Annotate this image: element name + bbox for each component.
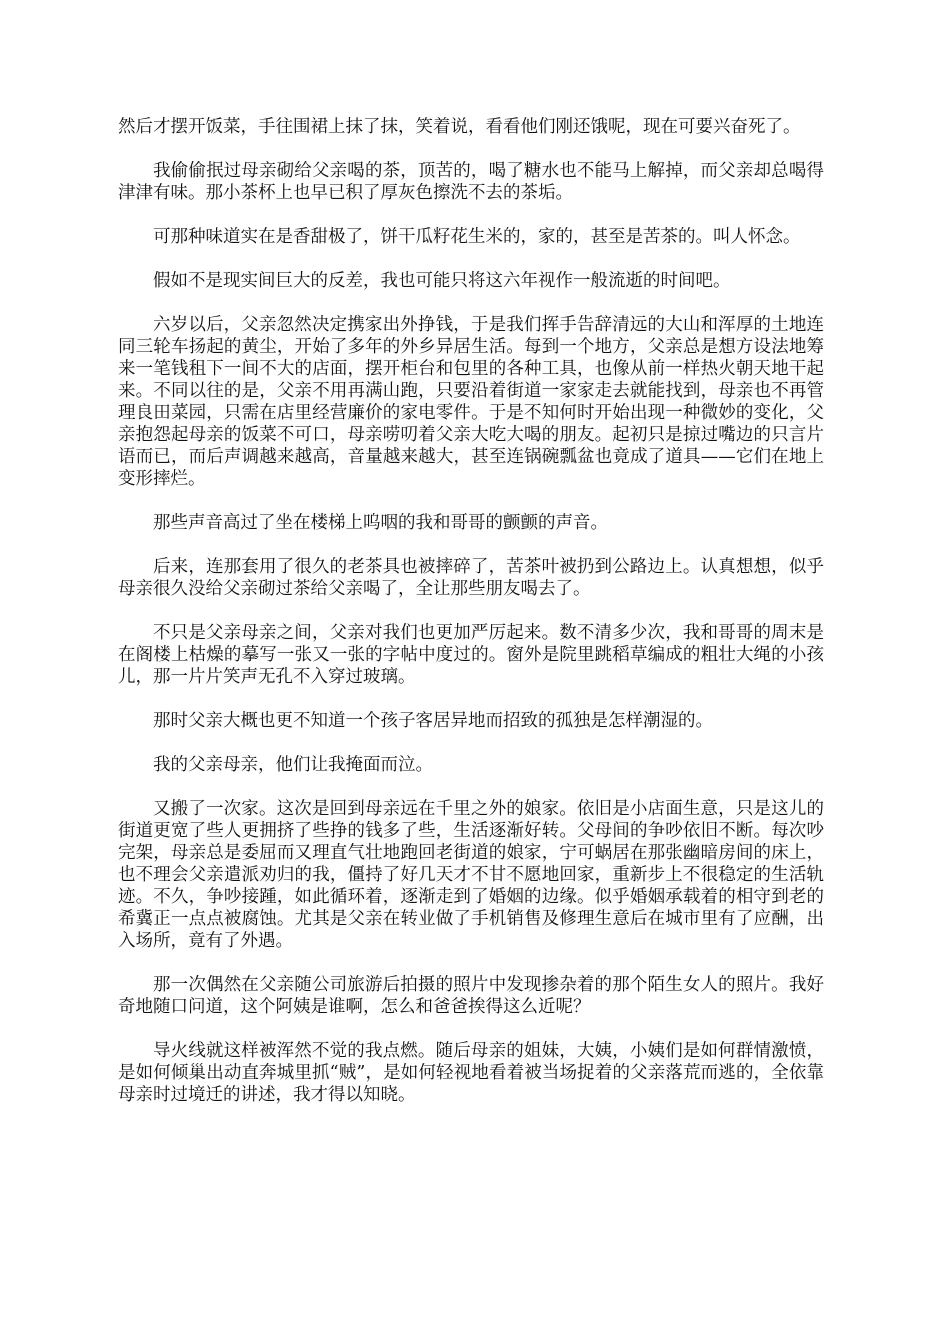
document-body [118,116,824,1128]
paragraph: 可那种味道实在是香甜极了，饼干瓜籽花生米的，家的，甚至是苦茶的。叫人怀念。 [153,227,801,247]
paragraph: 那时父亲大概也更不知道一个孩子客居异地而招致的孤独是怎样潮湿的。 [153,711,713,731]
paragraph: 导火线就这样被浑然不觉的我点燃。随后母亲的姐妹，大姨，小姨们是如何群情激愤，是如何倾巢出动直奔城里抓“贼”，是如何轻视地看着被当场捉着的父亲落荒而逃的，全依靠母亲时过境迁的讲述，我才得以知晓。 [118,1041,824,1105]
paragraph: 假如不是现实间巨大的反差，我也可能只将这六年视作一般流逝的时间吧。 [153,271,731,291]
paragraph: 不只是父亲母亲之间，父亲对我们也更加严厉起来。数不清多少次，我和哥哥的周末是在阁楼上枯燥的摹写一张又一张的字帖中度过的。窗外是院里跳稻草编成的粗壮大绳的小孩儿，那一片片笑声无孔不入穿过玻璃。 [118,623,824,687]
paragraph: 我偷偷抿过母亲砌给父亲喝的茶，顶苦的，喝了糖水也不能马上解掉，而父亲却总喝得津津有味。那小茶杯上也早已积了厚灰色擦洗不去的茶垢。 [118,161,824,203]
paragraph: 又搬了一次家。这次是回到母亲远在千里之外的娘家。依旧是小店面生意，只是这儿的街道更宽了些人更拥挤了些挣的钱多了些，生活逐渐好转。父母间的争吵依旧不断。每次吵完架，母亲总是委屈而又理直气壮地跑回老街道的娘家，宁可蜗居在那张幽暗房间的床上，也不理会父亲遣派劝归的我，僵持了好几天才不甘不愿地回家，重新步上不很稳定的生活轨迹。不久，争吵接踵，如此循环着，逐渐走到了婚姻的边缘。似乎婚姻承载着的相守到老的希冀正一点点被腐蚀。尤其是父亲在转业做了手机销售及修理生意后在城市里有了应酬，出入场所，竟有了外遇。 [118,799,824,951]
paragraph: 我的父亲母亲，他们让我掩面而泣。 [153,755,433,775]
paragraph: 六岁以后，父亲忽然决定携家出外挣钱，于是我们挥手告辞清远的大山和浑厚的土地连同三轮车扬起的黄尘，开始了多年的外乡异居生活。每到一个地方，父亲总是想方设法地筹来一笔钱租下一间不大的店面，摆开柜台和包里的各种工具，也像从前一样热火朝天地干起来。不同以往的是，父亲不用再满山跑，只要沿着街道一家家走去就能找到，母亲也不再管理良田菜园，只需在店里经营廉价的家电零件。于是不知何时开始出现一种微妙的变化，父亲抱怨起母亲的饭菜不可口，母亲唠叨着父亲大吃大喝的朋友。起初只是掠过嘴边的只言片语而已，而后声调越来越高，音量越来越大，甚至连锅碗瓢盆也竟成了道具——它们在地上变形摔烂。 [118,315,824,489]
paragraph: 后来，连那套用了很久的老茶具也被摔碎了，苦茶叶被扔到公路边上。认真想想，似乎母亲很久没给父亲砌过茶给父亲喝了，全让那些朋友喝去了。 [118,557,824,599]
paragraph: 然后才摆开饭菜，手往围裙上抹了抹，笑着说，看看他们刚还饿呢，现在可要兴奋死了。 [118,117,801,137]
paragraph: 那些声音高过了坐在楼梯上呜咽的我和哥哥的颤颤的声音。 [153,513,608,533]
paragraph: 那一次偶然在父亲随公司旅游后拍摄的照片中发现掺杂着的那个陌生女人的照片。我好奇地随口问道，这个阿姨是谁啊，怎么和爸爸挨得这么近呢？ [118,975,824,1017]
